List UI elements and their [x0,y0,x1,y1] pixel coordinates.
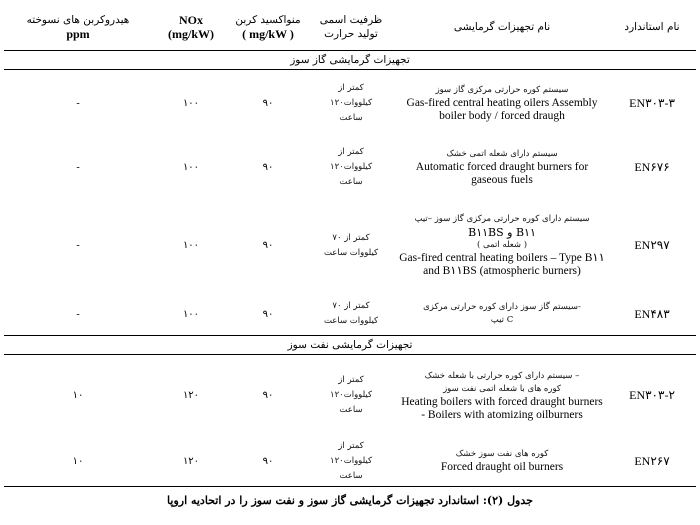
table-row [4,355,696,437]
hc-cell: ۱۰ [72,390,84,402]
nox-cell: ۱۰۰ [182,162,200,173]
co-cell: ۹۰ [262,240,274,251]
equipment-cell: کوره های نفت سوز خشک Forced draught oil burners [396,437,608,487]
capacity-cell: کمتر از ۱۲۰کیلووات ساعت [306,437,396,487]
table-caption: جدول (۲): استاندارد تجهیزات گرمایشی گاز سوز و نفت سوز را در اتحادیه اروپا [167,494,533,507]
table-row [4,294,696,336]
equipment-cell: سیستم گاز سوز دارای کوره حرارتی مرکزی- تیپ C [396,294,608,336]
header-standard: نام استاندارد [608,4,696,51]
equipment-cell: سیستم دارای کوره حرارتی مرکزی گاز سوز –تیپ B۱۱BS و B۱۱ ( شعله اتمی ) Gas-fired central heating boilers – Type B۱۱ and B۱۱BS (atmospheric burners) [399,214,605,277]
table-row [4,138,696,198]
capacity-cell: کمتر از ۷۰ کیلووات ساعت [306,294,396,336]
header-hc: هیدروکربن های نسوخته ppm [4,4,152,51]
hc-cell: - [76,240,80,251]
nox-cell: ۱۰۰ [152,294,230,336]
standard-cell: EN۶۷۶ [634,160,670,174]
co-cell: ۹۰ [262,162,274,173]
equipment-cell: سیستم دارای شعله اتمی خشک Automatic forced draught burners for gaseous fuels [415,149,589,186]
header-equipment: نام تجهیزات گرمایشی [396,4,608,51]
nox-cell: ۱۰۰ [182,240,200,251]
section-title: تجهیزات گرمایشی گاز سوز [4,51,696,70]
standard-cell: EN۲۶۷ [608,437,696,487]
header-nox: NOx (mg/kW) [152,4,230,51]
table-header-row [4,4,696,51]
co-cell: ۹۰ [230,437,306,487]
nox-cell: ۱۰۰ [182,98,200,110]
standard-cell: EN۳۰۳-۳ [629,96,675,111]
co-cell: ۹۰ [262,390,274,402]
capacity-cell: کمتر از ۷۰ کیلووات ساعت [323,232,379,258]
emission-standards-table [4,4,696,487]
nox-cell: ۱۲۰ [152,437,230,487]
nox-cell: ۱۲۰ [182,390,200,402]
capacity-cell: کمتر از ۱۲۰کیلووات ساعت [330,375,372,416]
equipment-cell: سیستم کوره حرارتی مرکزی گاز سوز Gas-fired central heating oilers Assembly boiler body / forced draugh [406,85,598,123]
standard-cell: EN۳۰۳-۲ [629,388,675,403]
header-co: منواکسید کربن ( mg/kW ) [230,4,306,51]
header-capacity: ظرفیت اسمی تولید حرارت [306,4,396,51]
section-row-oil [4,336,696,355]
standard-cell: EN۴۸۳ [608,294,696,336]
co-cell: ۹۰ [262,98,274,110]
co-cell: ۹۰ [230,294,306,336]
capacity-cell: کمتر از ۱۲۰کیلووات ساعت [330,147,372,187]
hc-cell: ۱۰ [4,437,152,487]
table-row [4,70,696,138]
hc-cell: - [76,162,80,173]
table-row [4,198,696,294]
section-title: تجهیزات گرمایشی نفت سوز [4,336,696,355]
hc-cell: - [4,294,152,336]
section-row-gas [4,51,696,70]
capacity-cell: کمتر از ۱۲۰کیلووات ساعت [330,83,372,124]
hc-cell: - [76,98,80,110]
standard-cell: EN۲۹۷ [634,238,670,252]
table-row [4,437,696,487]
equipment-cell: سیستم دارای کوره حرارتی با شعله خشک – کوره های با شعله اتمی نفت سوز Heating boilers with forced draught burners - Boilers with atomizing oilburners [401,370,603,421]
